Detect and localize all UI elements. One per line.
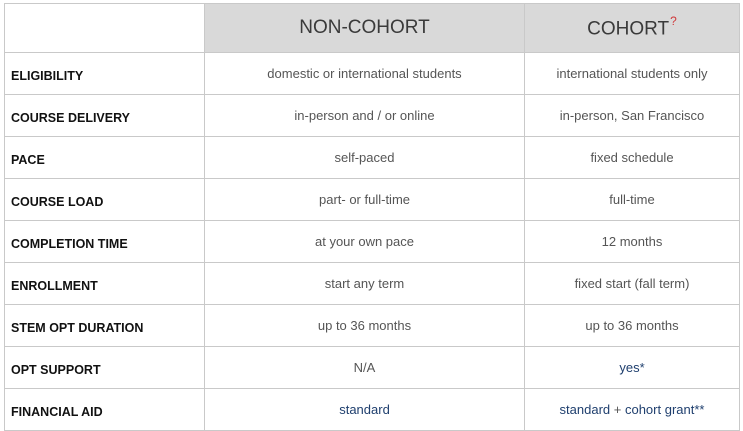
cohort-course-delivery: in-person, San Francisco <box>525 95 740 137</box>
table-row-pace <box>5 137 740 179</box>
row-label-financial-aid: FINANCIAL AID <box>5 389 205 431</box>
plus-sign: + <box>613 402 622 417</box>
header-non-cohort <box>205 4 525 53</box>
cohort-course-load: full-time <box>525 179 740 221</box>
cohort-financial-aid-standard-link[interactable]: standard <box>559 402 611 417</box>
table-row-opt-support <box>5 347 740 389</box>
non-cohort-enrollment: start any term <box>205 263 525 305</box>
row-label-completion-time: COMPLETION TIME <box>5 221 205 263</box>
non-cohort-course-delivery: in-person and / or online <box>205 95 525 137</box>
cohort-info-mark[interactable]: ? <box>670 13 677 28</box>
row-label-pace: PACE <box>5 137 205 179</box>
header-cohort-label: COHORT <box>587 18 670 40</box>
row-label-eligibility: ELIGIBILITY <box>5 53 205 95</box>
cohort-pace: fixed schedule <box>525 137 740 179</box>
cohort-completion-time: 12 months <box>525 221 740 263</box>
table-row-course-load <box>5 179 740 221</box>
non-cohort-financial-aid-link[interactable]: standard <box>205 389 525 431</box>
non-cohort-eligibility: domestic or international students <box>205 53 525 95</box>
cohort-stem-opt-duration: up to 36 months <box>525 305 740 347</box>
table-row-course-delivery <box>5 95 740 137</box>
table-row-eligibility <box>5 53 740 95</box>
row-label-course-load: COURSE LOAD <box>5 179 205 221</box>
non-cohort-stem-opt-duration: up to 36 months <box>205 305 525 347</box>
cohort-grant-link[interactable]: cohort grant** <box>624 402 705 417</box>
comparison-table <box>4 3 740 431</box>
row-label-course-delivery: COURSE DELIVERY <box>5 95 205 137</box>
cohort-financial-aid <box>525 389 740 431</box>
header-blank-cell <box>5 4 205 53</box>
row-label-enrollment: ENROLLMENT <box>5 263 205 305</box>
header-row <box>5 4 740 53</box>
table-row-enrollment <box>5 263 740 305</box>
row-label-opt-support: OPT SUPPORT <box>5 347 205 389</box>
table-row-completion-time <box>5 221 740 263</box>
header-non-cohort-label: NON-COHORT <box>299 17 430 38</box>
table-row-financial-aid <box>5 389 740 431</box>
row-label-stem-opt-duration: STEM OPT DURATION <box>5 305 205 347</box>
cohort-opt-support-link[interactable]: yes* <box>525 347 740 389</box>
table-row-stem-opt-duration <box>5 305 740 347</box>
cohort-eligibility: international students only <box>525 53 740 95</box>
header-cohort <box>525 4 740 53</box>
cohort-enrollment: fixed start (fall term) <box>525 263 740 305</box>
non-cohort-pace: self-paced <box>205 137 525 179</box>
non-cohort-opt-support: N/A <box>205 347 525 389</box>
non-cohort-course-load: part- or full-time <box>205 179 525 221</box>
non-cohort-completion-time: at your own pace <box>205 221 525 263</box>
